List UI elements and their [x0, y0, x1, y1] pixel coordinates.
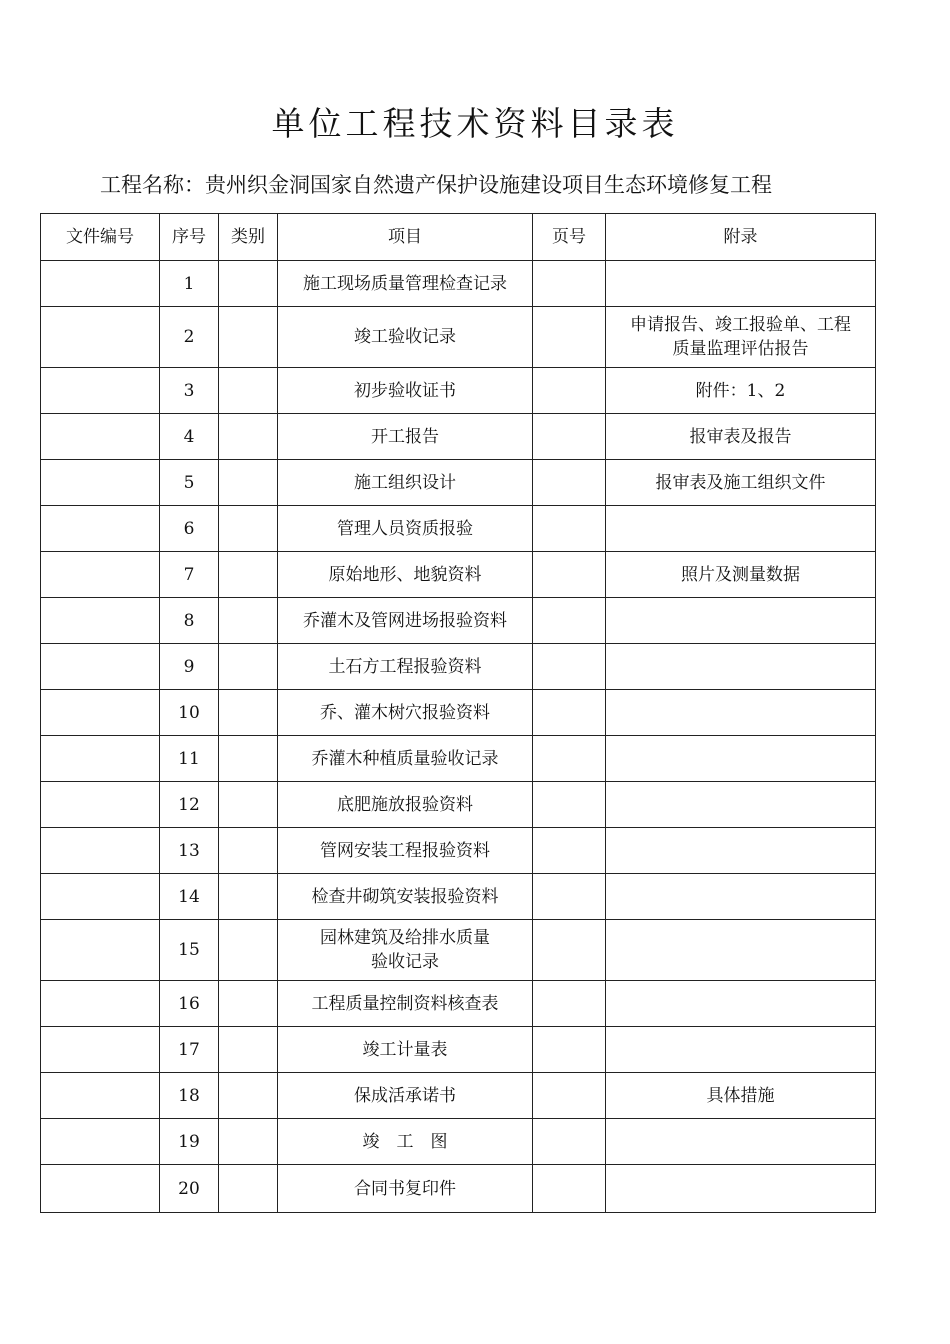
- category-cell: [219, 874, 278, 920]
- file-no-cell: [41, 307, 160, 368]
- file-no-cell: [41, 782, 160, 828]
- appendix-cell: [606, 598, 876, 644]
- page-cell: [533, 261, 606, 307]
- seq-cell: 14: [160, 874, 219, 920]
- file-no-cell: [41, 552, 160, 598]
- table-row: [41, 552, 876, 598]
- table-row: [41, 920, 876, 981]
- table-row: [41, 981, 876, 1027]
- table-row: [41, 1165, 876, 1213]
- file-no-cell: [41, 1165, 160, 1213]
- seq-cell: 12: [160, 782, 219, 828]
- category-cell: [219, 506, 278, 552]
- header-appendix: 附录: [606, 214, 876, 261]
- item-cell: 合同书复印件: [278, 1165, 533, 1213]
- table-row: [41, 736, 876, 782]
- file-no-cell: [41, 368, 160, 414]
- seq-cell: 11: [160, 736, 219, 782]
- seq-cell: 2: [160, 307, 219, 368]
- file-no-cell: [41, 981, 160, 1027]
- appendix-cell: 照片及测量数据: [606, 552, 876, 598]
- item-cell: 管网安装工程报验资料: [278, 828, 533, 874]
- item-cell: 竣工验收记录: [278, 307, 533, 368]
- seq-cell: 1: [160, 261, 219, 307]
- category-cell: [219, 307, 278, 368]
- item-cell: 施工组织设计: [278, 460, 533, 506]
- seq-cell: 19: [160, 1119, 219, 1165]
- item-cell: 竣工计量表: [278, 1027, 533, 1073]
- table-row: [41, 690, 876, 736]
- item-cell: 管理人员资质报验: [278, 506, 533, 552]
- category-cell: [219, 598, 278, 644]
- category-cell: [219, 981, 278, 1027]
- table-row: [41, 644, 876, 690]
- appendix-cell: [606, 981, 876, 1027]
- appendix-cell: [606, 736, 876, 782]
- project-name-line: [100, 167, 900, 203]
- file-no-cell: [41, 920, 160, 981]
- item-cell: 土石方工程报验资料: [278, 644, 533, 690]
- category-cell: [219, 368, 278, 414]
- item-cell: 乔、灌木树穴报验资料: [278, 690, 533, 736]
- seq-cell: 17: [160, 1027, 219, 1073]
- category-cell: [219, 1165, 278, 1213]
- header-file-no: 文件编号: [41, 214, 160, 261]
- table-row: [41, 460, 876, 506]
- seq-cell: 8: [160, 598, 219, 644]
- item-cell: 乔灌木种植质量验收记录: [278, 736, 533, 782]
- appendix-cell: [606, 1027, 876, 1073]
- table-row: [41, 307, 876, 368]
- category-cell: [219, 828, 278, 874]
- seq-cell: 3: [160, 368, 219, 414]
- table-row: [41, 1027, 876, 1073]
- appendix-cell: [606, 261, 876, 307]
- page-cell: [533, 1073, 606, 1119]
- appendix-cell: 附件：1、2: [606, 368, 876, 414]
- page-cell: [533, 828, 606, 874]
- seq-cell: 20: [160, 1165, 219, 1213]
- header-item: 项目: [278, 214, 533, 261]
- page-cell: [533, 644, 606, 690]
- page-cell: [533, 460, 606, 506]
- appendix-cell: 报审表及报告: [606, 414, 876, 460]
- appendix-cell: [606, 1165, 876, 1213]
- page-cell: [533, 1165, 606, 1213]
- file-no-cell: [41, 598, 160, 644]
- appendix-cell: [606, 1119, 876, 1165]
- table-row: [41, 828, 876, 874]
- item-cell: 乔灌木及管网进场报验资料: [278, 598, 533, 644]
- file-no-cell: [41, 1073, 160, 1119]
- seq-cell: 10: [160, 690, 219, 736]
- table-row: [41, 598, 876, 644]
- project-name-value: 贵州织金洞国家自然遗产保护设施建设项目生态环境修复工程: [205, 173, 772, 197]
- category-cell: [219, 1073, 278, 1119]
- category-cell: [219, 782, 278, 828]
- file-no-cell: [41, 828, 160, 874]
- file-no-cell: [41, 414, 160, 460]
- item-cell: 施工现场质量管理检查记录: [278, 261, 533, 307]
- page-cell: [533, 736, 606, 782]
- item-cell: 园林建筑及给排水质量 验收记录: [278, 920, 533, 981]
- header-seq: 序号: [160, 214, 219, 261]
- file-no-cell: [41, 261, 160, 307]
- file-no-cell: [41, 736, 160, 782]
- header-page: 页号: [533, 214, 606, 261]
- category-cell: [219, 644, 278, 690]
- table-row: [41, 261, 876, 307]
- page-cell: [533, 920, 606, 981]
- appendix-cell: [606, 874, 876, 920]
- header-category: 类别: [219, 214, 278, 261]
- category-cell: [219, 736, 278, 782]
- file-no-cell: [41, 506, 160, 552]
- table-row: [41, 368, 876, 414]
- seq-cell: 6: [160, 506, 219, 552]
- page-cell: [533, 874, 606, 920]
- page-cell: [533, 414, 606, 460]
- seq-cell: 7: [160, 552, 219, 598]
- document-title: 单位工程技术资料目录表: [271, 104, 679, 143]
- item-cell: 竣 工 图: [278, 1119, 533, 1165]
- seq-cell: 16: [160, 981, 219, 1027]
- category-cell: [219, 552, 278, 598]
- page-cell: [533, 782, 606, 828]
- page-cell: [533, 690, 606, 736]
- table-row: [41, 414, 876, 460]
- appendix-cell: [606, 828, 876, 874]
- file-no-cell: [41, 1119, 160, 1165]
- table-body: [41, 261, 876, 1213]
- appendix-cell: 具体措施: [606, 1073, 876, 1119]
- file-no-cell: [41, 874, 160, 920]
- seq-cell: 18: [160, 1073, 219, 1119]
- file-no-cell: [41, 460, 160, 506]
- appendix-cell: [606, 690, 876, 736]
- page-cell: [533, 307, 606, 368]
- category-cell: [219, 460, 278, 506]
- catalog-table: [40, 213, 876, 1213]
- item-cell: 原始地形、地貌资料: [278, 552, 533, 598]
- table-row: [41, 782, 876, 828]
- item-cell: 初步验收证书: [278, 368, 533, 414]
- page-cell: [533, 981, 606, 1027]
- page-cell: [533, 1027, 606, 1073]
- table-row: [41, 874, 876, 920]
- category-cell: [219, 920, 278, 981]
- page-cell: [533, 1119, 606, 1165]
- page-cell: [533, 368, 606, 414]
- item-cell: 底肥施放报验资料: [278, 782, 533, 828]
- appendix-cell: [606, 920, 876, 981]
- file-no-cell: [41, 644, 160, 690]
- item-cell: 工程质量控制资料核查表: [278, 981, 533, 1027]
- page-cell: [533, 506, 606, 552]
- seq-cell: 4: [160, 414, 219, 460]
- table-row: [41, 1119, 876, 1165]
- table-header-row: [41, 214, 876, 261]
- seq-cell: 9: [160, 644, 219, 690]
- table-row: [41, 506, 876, 552]
- appendix-cell: [606, 644, 876, 690]
- item-cell: 开工报告: [278, 414, 533, 460]
- page-cell: [533, 552, 606, 598]
- seq-cell: 5: [160, 460, 219, 506]
- table-row: [41, 1073, 876, 1119]
- category-cell: [219, 1027, 278, 1073]
- seq-cell: 13: [160, 828, 219, 874]
- page-cell: [533, 598, 606, 644]
- category-cell: [219, 690, 278, 736]
- file-no-cell: [41, 690, 160, 736]
- file-no-cell: [41, 1027, 160, 1073]
- seq-cell: 15: [160, 920, 219, 981]
- project-name-label: 工程名称：: [100, 173, 205, 197]
- appendix-cell: [606, 506, 876, 552]
- category-cell: [219, 414, 278, 460]
- category-cell: [219, 1119, 278, 1165]
- item-cell: 保成活承诺书: [278, 1073, 533, 1119]
- appendix-cell: [606, 782, 876, 828]
- category-cell: [219, 261, 278, 307]
- item-cell: 检查井砌筑安装报验资料: [278, 874, 533, 920]
- appendix-cell: 申请报告、竣工报验单、工程 质量监理评估报告: [606, 307, 876, 368]
- appendix-cell: 报审表及施工组织文件: [606, 460, 876, 506]
